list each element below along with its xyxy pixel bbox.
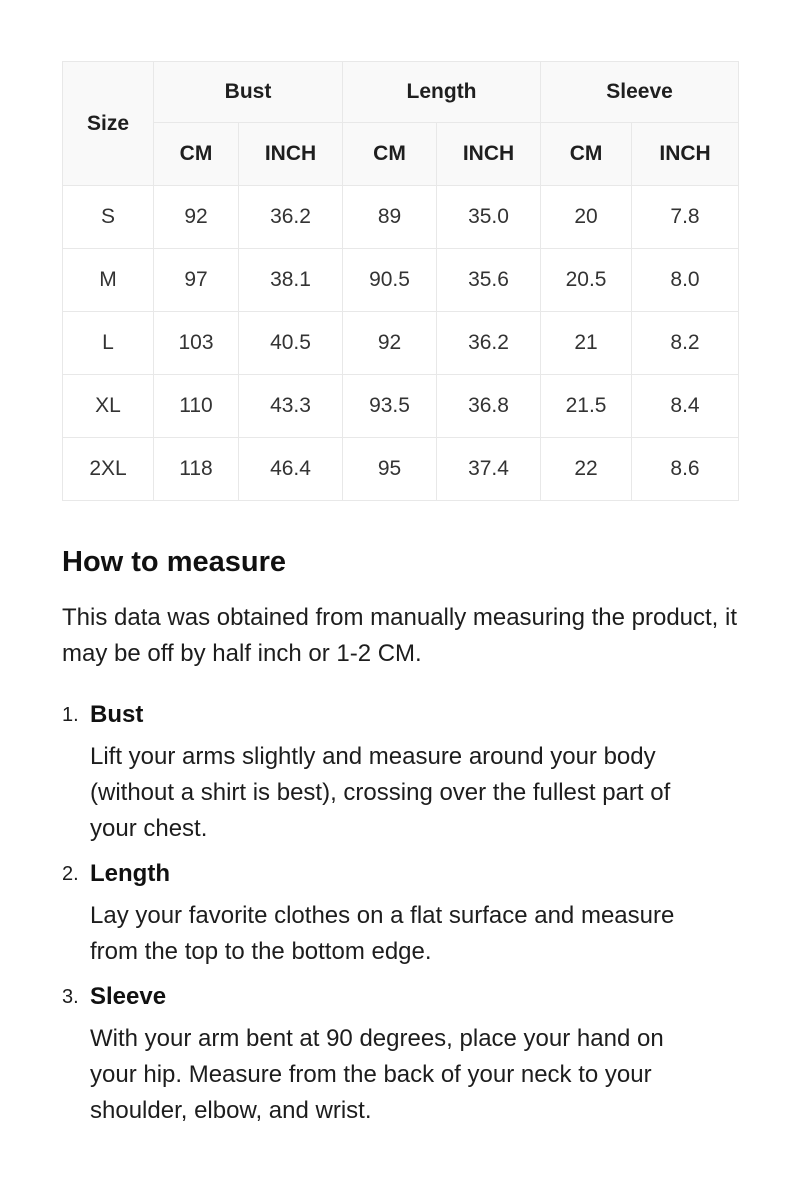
step-body <box>90 700 738 847</box>
step-term-bust: Bust <box>90 701 144 728</box>
step-body <box>90 859 738 970</box>
table-header-unit-row <box>63 123 739 186</box>
step-number: 1. <box>62 704 79 726</box>
col-header-sleeve-inch: INCH <box>632 123 739 186</box>
col-header-bust-cm: CM <box>154 123 239 186</box>
step-number: 3. <box>62 986 79 1008</box>
col-header-length-cm: CM <box>343 123 437 186</box>
step-description: With your arm bent at 90 degrees, place your hand on your hip. Measure from the back of your neck to your shoulder, elbow, and wrist. <box>90 1025 664 1124</box>
measure-steps-list <box>62 700 738 1129</box>
value-cell: 21 <box>541 312 632 375</box>
size-chart-table <box>62 61 739 501</box>
value-cell: 20.5 <box>541 249 632 312</box>
table-header-group-row <box>63 62 739 123</box>
step-description: Lift your arms slightly and measure around your body (without a shirt is best), crossing over the fullest part of your chest. <box>90 743 671 842</box>
table-row-2xl <box>63 438 739 501</box>
value-cell: 8.0 <box>632 249 739 312</box>
value-cell: 20 <box>541 186 632 249</box>
step-item-sleeve <box>62 982 738 1129</box>
step-term-length: Length <box>90 860 170 887</box>
value-cell: 40.5 <box>239 312 343 375</box>
value-cell: 36.2 <box>239 186 343 249</box>
value-cell: 8.4 <box>632 375 739 438</box>
value-cell: 103 <box>154 312 239 375</box>
value-cell: 43.3 <box>239 375 343 438</box>
value-cell: 35.6 <box>437 249 541 312</box>
value-cell: 38.1 <box>239 249 343 312</box>
size-cell: M <box>63 249 154 312</box>
table-row-s <box>63 186 739 249</box>
step-body <box>90 982 738 1129</box>
value-cell: 95 <box>343 438 437 501</box>
value-cell: 7.8 <box>632 186 739 249</box>
size-cell: S <box>63 186 154 249</box>
size-cell: 2XL <box>63 438 154 501</box>
col-header-bust-inch: INCH <box>239 123 343 186</box>
value-cell: 8.6 <box>632 438 739 501</box>
col-header-length-inch: INCH <box>437 123 541 186</box>
measure-intro-paragraph: This data was obtained from manually measuring the product, it may be off by half inch or 1-2 CM. <box>62 604 738 667</box>
col-header-bust: Bust <box>154 62 343 123</box>
value-cell: 89 <box>343 186 437 249</box>
step-term-sleeve: Sleeve <box>90 983 167 1010</box>
value-cell: 21.5 <box>541 375 632 438</box>
col-header-sleeve: Sleeve <box>541 62 739 123</box>
step-number: 2. <box>62 863 79 885</box>
value-cell: 36.8 <box>437 375 541 438</box>
value-cell: 36.2 <box>437 312 541 375</box>
col-header-sleeve-cm: CM <box>541 123 632 186</box>
value-cell: 37.4 <box>437 438 541 501</box>
value-cell: 22 <box>541 438 632 501</box>
col-header-size: Size <box>63 62 154 186</box>
value-cell: 118 <box>154 438 239 501</box>
table-row-l <box>63 312 739 375</box>
value-cell: 92 <box>154 186 239 249</box>
value-cell: 35.0 <box>437 186 541 249</box>
value-cell: 90.5 <box>343 249 437 312</box>
col-header-length: Length <box>343 62 541 123</box>
table-row-m <box>63 249 739 312</box>
how-to-measure-title: How to measure <box>62 546 286 578</box>
table-row-xl <box>63 375 739 438</box>
value-cell: 92 <box>343 312 437 375</box>
step-description: Lay your favorite clothes on a flat surface and measure from the top to the bottom edge. <box>90 902 675 965</box>
size-cell: XL <box>63 375 154 438</box>
value-cell: 46.4 <box>239 438 343 501</box>
value-cell: 97 <box>154 249 239 312</box>
size-cell: L <box>63 312 154 375</box>
value-cell: 8.2 <box>632 312 739 375</box>
value-cell: 110 <box>154 375 239 438</box>
step-item-bust <box>62 700 738 847</box>
step-item-length <box>62 859 738 970</box>
value-cell: 93.5 <box>343 375 437 438</box>
